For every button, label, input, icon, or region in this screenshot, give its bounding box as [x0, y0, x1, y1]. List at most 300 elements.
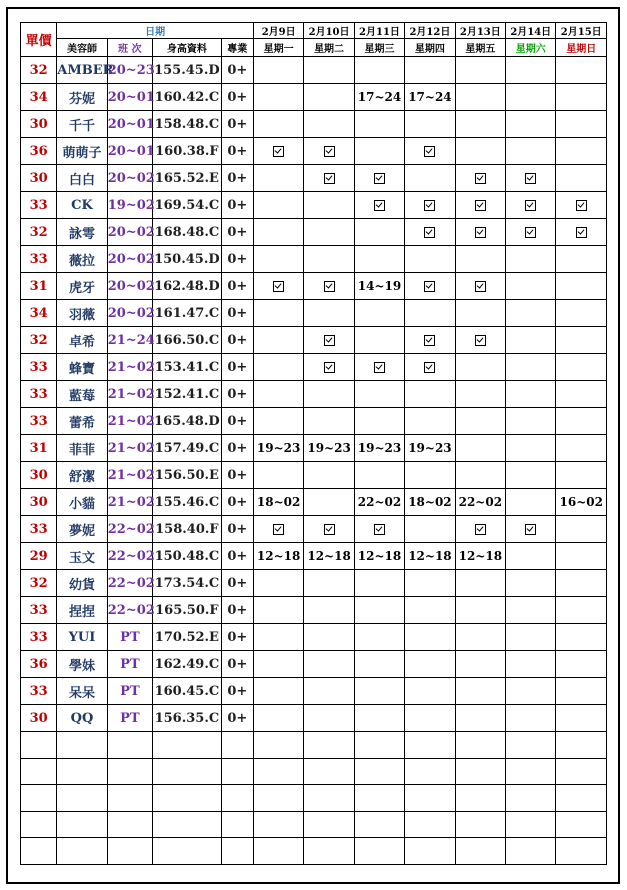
shift-cell	[304, 570, 354, 597]
empty-cell	[304, 785, 354, 812]
height-cell: 153.41.C	[153, 354, 222, 381]
shift-cell	[455, 408, 505, 435]
empty-cell	[21, 758, 57, 785]
price-cell: 30	[21, 165, 57, 192]
empty-cell	[21, 838, 57, 865]
class-cell: 21~02	[107, 462, 152, 489]
date-col-2: 2月10日	[304, 23, 354, 39]
class-cell: 21~02	[107, 489, 152, 516]
class-cell: 22~02	[107, 597, 152, 624]
shift-cell	[455, 138, 505, 165]
table-body	[21, 57, 607, 865]
shift-cell	[506, 462, 556, 489]
weekday-6: 星期六	[506, 39, 556, 57]
stylist-name: 捏捏	[57, 597, 107, 624]
shift-cell	[354, 651, 404, 678]
checkmark-icon	[273, 281, 284, 292]
empty-cell	[107, 732, 152, 759]
shift-cell	[354, 300, 404, 327]
empty-cell	[221, 838, 253, 865]
stylist-name: 芬妮	[57, 84, 107, 111]
price-cell: 34	[21, 300, 57, 327]
shift-cell	[506, 489, 556, 516]
shift-cell	[405, 624, 455, 651]
shift-cell	[455, 678, 505, 705]
empty-cell	[354, 811, 404, 838]
shift-cell	[506, 246, 556, 273]
shift-cell	[304, 300, 354, 327]
shift-cell	[253, 84, 303, 111]
checkmark-icon	[576, 200, 587, 211]
class-cell: 22~02	[107, 570, 152, 597]
shift-cell	[506, 408, 556, 435]
empty-cell	[107, 811, 152, 838]
shift-cell: 12~18	[354, 543, 404, 570]
empty-cell	[405, 838, 455, 865]
empty-cell	[221, 758, 253, 785]
shift-cell	[556, 570, 607, 597]
shift-cell	[556, 516, 607, 543]
stylist-name: 萌萌子	[57, 138, 107, 165]
table-row	[21, 651, 607, 678]
height-cell: 165.50.F	[153, 597, 222, 624]
checkbox-checked-icon	[354, 354, 404, 381]
spec-cell: 0+	[221, 273, 253, 300]
height-cell: 162.48.D	[153, 273, 222, 300]
checkmark-icon	[475, 227, 486, 238]
price-cell: 33	[21, 354, 57, 381]
checkbox-checked-icon	[304, 327, 354, 354]
empty-cell	[57, 732, 107, 759]
spec-cell: 0+	[221, 165, 253, 192]
empty-row	[21, 838, 607, 865]
shift-cell	[556, 597, 607, 624]
shift-cell	[455, 57, 505, 84]
shift-cell	[556, 246, 607, 273]
empty-cell	[354, 785, 404, 812]
empty-row	[21, 732, 607, 759]
shift-cell	[556, 705, 607, 732]
spec-cell: 0+	[221, 300, 253, 327]
shift-cell	[506, 354, 556, 381]
empty-cell	[405, 785, 455, 812]
checkbox-checked-icon	[354, 192, 404, 219]
checkbox-checked-icon	[304, 354, 354, 381]
shift-cell	[556, 624, 607, 651]
shift-cell	[405, 165, 455, 192]
shift-cell	[304, 246, 354, 273]
checkmark-icon	[324, 335, 335, 346]
empty-cell	[153, 758, 222, 785]
empty-cell	[153, 811, 222, 838]
checkmark-icon	[525, 524, 536, 535]
class-cell: 20~01	[107, 111, 152, 138]
stylist-name: 菲菲	[57, 435, 107, 462]
stylist-name: 小貓	[57, 489, 107, 516]
shift-cell	[405, 678, 455, 705]
shift-cell	[506, 435, 556, 462]
shift-cell	[304, 624, 354, 651]
empty-cell	[405, 758, 455, 785]
height-cell: 150.48.C	[153, 543, 222, 570]
empty-cell	[153, 838, 222, 865]
shift-cell	[253, 624, 303, 651]
empty-cell	[57, 811, 107, 838]
checkmark-icon	[424, 335, 435, 346]
shift-cell	[253, 165, 303, 192]
checkmark-icon	[424, 281, 435, 292]
checkmark-icon	[374, 362, 385, 373]
shift-cell	[405, 408, 455, 435]
shift-cell	[556, 327, 607, 354]
spec-cell: 0+	[221, 597, 253, 624]
price-cell: 32	[21, 327, 57, 354]
price-cell: 33	[21, 246, 57, 273]
price-header: 單價	[21, 23, 57, 57]
shift-cell	[253, 570, 303, 597]
shift-cell	[405, 381, 455, 408]
height-cell: 160.42.C	[153, 84, 222, 111]
checkbox-checked-icon	[506, 192, 556, 219]
empty-cell	[153, 732, 222, 759]
weekday-4: 星期四	[405, 39, 455, 57]
price-cell: 33	[21, 192, 57, 219]
empty-cell	[506, 811, 556, 838]
shift-cell: 19~23	[405, 435, 455, 462]
shift-cell: 14~19	[354, 273, 404, 300]
stylist-name: 幼貨	[57, 570, 107, 597]
stylist-name: 卓希	[57, 327, 107, 354]
height-cell: 162.49.C	[153, 651, 222, 678]
height-cell: 150.45.D	[153, 246, 222, 273]
table-row	[21, 678, 607, 705]
table-row	[21, 408, 607, 435]
empty-cell	[253, 811, 303, 838]
shift-cell	[506, 381, 556, 408]
height-cell: 160.38.F	[153, 138, 222, 165]
class-header: 班 次	[107, 39, 152, 57]
empty-cell	[506, 838, 556, 865]
checkbox-checked-icon	[506, 516, 556, 543]
stylist-name: AMBER	[57, 57, 107, 84]
table-row	[21, 462, 607, 489]
spec-cell: 0+	[221, 84, 253, 111]
shift-cell	[304, 462, 354, 489]
height-cell: 152.41.C	[153, 381, 222, 408]
checkbox-checked-icon	[405, 327, 455, 354]
checkmark-icon	[324, 281, 335, 292]
height-cell: 168.48.C	[153, 219, 222, 246]
shift-cell	[506, 570, 556, 597]
height-cell: 170.52.E	[153, 624, 222, 651]
spec-cell: 0+	[221, 246, 253, 273]
shift-cell	[455, 570, 505, 597]
price-cell: 33	[21, 678, 57, 705]
empty-cell	[304, 758, 354, 785]
shift-cell	[354, 381, 404, 408]
shift-cell	[354, 705, 404, 732]
weekday-3: 星期三	[354, 39, 404, 57]
shift-cell: 22~02	[354, 489, 404, 516]
date-header: 日期	[57, 23, 254, 39]
price-cell: 33	[21, 624, 57, 651]
date-col-4: 2月12日	[405, 23, 455, 39]
empty-cell	[253, 758, 303, 785]
shift-cell	[506, 678, 556, 705]
checkbox-checked-icon	[304, 273, 354, 300]
empty-cell	[354, 758, 404, 785]
class-cell: PT	[107, 705, 152, 732]
shift-cell	[304, 678, 354, 705]
shift-cell	[405, 111, 455, 138]
stylist-name: 學妹	[57, 651, 107, 678]
stylist-name: 白白	[57, 165, 107, 192]
shift-cell	[253, 705, 303, 732]
shift-cell	[405, 57, 455, 84]
checkmark-icon	[475, 200, 486, 211]
price-cell: 30	[21, 111, 57, 138]
height-cell: 156.50.E	[153, 462, 222, 489]
shift-cell	[253, 678, 303, 705]
shift-cell	[354, 138, 404, 165]
empty-cell	[556, 811, 607, 838]
empty-cell	[21, 785, 57, 812]
checkbox-checked-icon	[304, 516, 354, 543]
shift-cell	[455, 111, 505, 138]
empty-row	[21, 758, 607, 785]
stylist-name: 蕾希	[57, 408, 107, 435]
shift-cell: 18~02	[405, 489, 455, 516]
empty-cell	[506, 732, 556, 759]
shift-cell	[304, 219, 354, 246]
shift-cell	[405, 705, 455, 732]
shift-cell	[405, 246, 455, 273]
table-row	[21, 705, 607, 732]
price-cell: 32	[21, 570, 57, 597]
class-cell: 21~24	[107, 327, 152, 354]
weekday-5: 星期五	[455, 39, 505, 57]
checkmark-icon	[273, 146, 284, 157]
shift-cell	[354, 570, 404, 597]
shift-cell	[253, 192, 303, 219]
spec-cell: 0+	[221, 570, 253, 597]
stylist-name: 藍莓	[57, 381, 107, 408]
shift-cell	[304, 489, 354, 516]
height-cell: 173.54.C	[153, 570, 222, 597]
shift-cell	[455, 246, 505, 273]
height-cell: 155.46.C	[153, 489, 222, 516]
empty-cell	[21, 811, 57, 838]
shift-cell	[455, 597, 505, 624]
table-row	[21, 165, 607, 192]
shift-cell	[354, 462, 404, 489]
table-row	[21, 84, 607, 111]
shift-cell	[556, 273, 607, 300]
table-row	[21, 624, 607, 651]
empty-cell	[556, 758, 607, 785]
class-cell: 22~02	[107, 543, 152, 570]
weekday-2: 星期二	[304, 39, 354, 57]
shift-cell	[506, 624, 556, 651]
shift-cell	[455, 435, 505, 462]
shift-cell	[506, 57, 556, 84]
height-header: 身高資料	[153, 39, 222, 57]
height-cell: 156.35.C	[153, 705, 222, 732]
empty-cell	[57, 758, 107, 785]
shift-cell	[253, 111, 303, 138]
table-row	[21, 246, 607, 273]
shift-cell	[405, 570, 455, 597]
empty-cell	[354, 838, 404, 865]
checkbox-checked-icon	[455, 165, 505, 192]
class-cell: PT	[107, 651, 152, 678]
shift-cell	[506, 651, 556, 678]
stylist-name: 蜂寶	[57, 354, 107, 381]
empty-cell	[556, 785, 607, 812]
shift-cell	[304, 705, 354, 732]
height-cell: 158.40.F	[153, 516, 222, 543]
spec-cell: 0+	[221, 138, 253, 165]
shift-cell	[253, 597, 303, 624]
shift-cell	[506, 273, 556, 300]
class-cell: 21~02	[107, 381, 152, 408]
shift-cell: 19~23	[354, 435, 404, 462]
checkmark-icon	[475, 173, 486, 184]
empty-cell	[253, 838, 303, 865]
table-row	[21, 219, 607, 246]
height-cell: 165.52.E	[153, 165, 222, 192]
empty-cell	[253, 732, 303, 759]
checkmark-icon	[475, 335, 486, 346]
stylist-name: QQ	[57, 705, 107, 732]
price-cell: 29	[21, 543, 57, 570]
spec-cell: 0+	[221, 354, 253, 381]
shift-cell	[455, 651, 505, 678]
empty-cell	[405, 732, 455, 759]
shift-cell: 12~18	[304, 543, 354, 570]
shift-cell: 12~18	[405, 543, 455, 570]
shift-cell	[455, 354, 505, 381]
shift-cell	[304, 57, 354, 84]
price-cell: 31	[21, 435, 57, 462]
empty-cell	[304, 732, 354, 759]
checkmark-icon	[374, 173, 385, 184]
shift-cell	[455, 462, 505, 489]
class-cell: 22~02	[107, 516, 152, 543]
spec-cell: 0+	[221, 462, 253, 489]
spec-cell: 0+	[221, 516, 253, 543]
height-cell: 155.45.D	[153, 57, 222, 84]
shift-cell	[304, 597, 354, 624]
shift-cell	[405, 516, 455, 543]
price-cell: 30	[21, 705, 57, 732]
shift-cell	[253, 408, 303, 435]
empty-cell	[107, 758, 152, 785]
shift-cell: 12~18	[455, 543, 505, 570]
empty-cell	[107, 838, 152, 865]
shift-cell: 22~02	[455, 489, 505, 516]
checkbox-checked-icon	[405, 354, 455, 381]
spec-cell: 0+	[221, 219, 253, 246]
empty-cell	[455, 732, 505, 759]
price-cell: 34	[21, 84, 57, 111]
checkbox-checked-icon	[253, 138, 303, 165]
empty-cell	[455, 811, 505, 838]
empty-cell	[221, 785, 253, 812]
stylist-header: 美容師	[57, 39, 107, 57]
shift-cell	[253, 246, 303, 273]
shift-cell	[405, 462, 455, 489]
class-cell: 19~02	[107, 192, 152, 219]
empty-cell	[405, 811, 455, 838]
height-cell: 158.48.C	[153, 111, 222, 138]
checkmark-icon	[324, 362, 335, 373]
empty-cell	[153, 785, 222, 812]
table-row	[21, 597, 607, 624]
empty-cell	[304, 838, 354, 865]
price-cell: 33	[21, 408, 57, 435]
checkbox-checked-icon	[556, 192, 607, 219]
shift-cell: 19~23	[253, 435, 303, 462]
table-row	[21, 435, 607, 462]
shift-cell	[506, 543, 556, 570]
class-cell: 20~02	[107, 246, 152, 273]
empty-cell	[21, 732, 57, 759]
empty-cell	[556, 838, 607, 865]
class-cell: 20~01	[107, 84, 152, 111]
checkmark-icon	[475, 524, 486, 535]
shift-cell: 17~24	[354, 84, 404, 111]
shift-cell	[556, 165, 607, 192]
checkmark-icon	[324, 146, 335, 157]
shift-cell	[506, 138, 556, 165]
shift-cell	[304, 84, 354, 111]
empty-cell	[304, 811, 354, 838]
spec-cell: 0+	[221, 111, 253, 138]
price-cell: 33	[21, 381, 57, 408]
stylist-name: 薇拉	[57, 246, 107, 273]
shift-cell	[405, 597, 455, 624]
empty-cell	[107, 785, 152, 812]
empty-cell	[221, 811, 253, 838]
shift-cell: 18~02	[253, 489, 303, 516]
table-row	[21, 327, 607, 354]
checkbox-checked-icon	[304, 165, 354, 192]
checkbox-checked-icon	[455, 192, 505, 219]
date-col-1: 2月9日	[253, 23, 303, 39]
empty-cell	[455, 758, 505, 785]
date-col-5: 2月13日	[455, 23, 505, 39]
height-cell: 160.45.C	[153, 678, 222, 705]
checkmark-icon	[374, 200, 385, 211]
shift-cell	[556, 381, 607, 408]
shift-cell	[506, 111, 556, 138]
shift-cell	[455, 300, 505, 327]
stylist-name: 舒潔	[57, 462, 107, 489]
price-cell: 32	[21, 57, 57, 84]
shift-cell	[304, 408, 354, 435]
price-cell: 32	[21, 219, 57, 246]
shift-cell	[304, 192, 354, 219]
date-col-7: 2月15日	[556, 23, 607, 39]
shift-cell	[556, 651, 607, 678]
checkbox-checked-icon	[253, 273, 303, 300]
height-cell: 157.49.C	[153, 435, 222, 462]
height-cell: 165.48.D	[153, 408, 222, 435]
spec-cell: 0+	[221, 651, 253, 678]
shift-cell	[253, 354, 303, 381]
shift-cell	[556, 300, 607, 327]
